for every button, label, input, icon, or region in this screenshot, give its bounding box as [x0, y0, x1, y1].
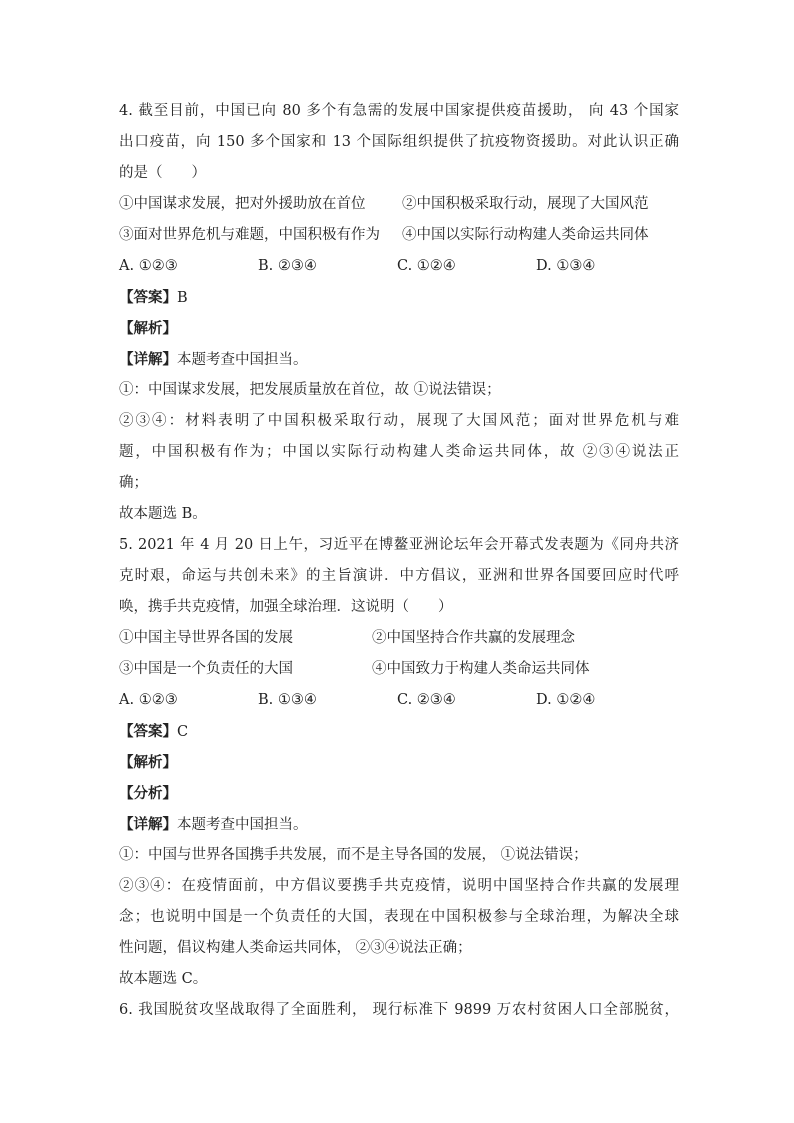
q4-body-line-1: ①：中国谋求发展，把发展质量放在首位，故 ①说法错误； — [119, 382, 501, 398]
q4-body-line-5: 故本题选 B。 — [119, 506, 207, 522]
q5-detail-text: 本题考查中国担当。 — [177, 817, 308, 833]
q4-body-line-2: ②③④：材料表明了中国积极采取行动，展现了大国风范；面对世界危机与难 — [119, 413, 679, 429]
q4-detail-text: 本题考查中国担当。 — [177, 352, 308, 368]
q4-option-a: A. ①②③ — [119, 258, 178, 274]
document-page — [119, 96, 679, 1026]
q5-stem-line-2: 克时艰，命运与共创未来》的主旨演讲．中方倡议，亚洲和世界各国要回应时代呼 — [119, 568, 679, 584]
q5-option-d: D. ①②④ — [536, 692, 596, 708]
q5-body-line-3: 念；也说明中国是一个负责任的大国，表现在中国积极参与全球治理，为解决全球 — [119, 909, 679, 925]
q4-stem-line-3: 的是（ ） — [119, 165, 206, 181]
q4-body-line-4: 确； — [119, 475, 148, 491]
q4-stem-line-2: 出口疫苗，向 150 多个国家和 13 个国际组织提供了抗疫物资援助。对此认识正确 — [119, 134, 679, 150]
q5-body-line-4: 性问题，倡议构建人类命运共同体， ②③④说法正确； — [119, 940, 472, 956]
q4-statements-row-1 — [119, 189, 679, 220]
q4-statement-4: ④中国以实际行动构建人类命运共同体 — [402, 227, 649, 243]
q4-option-d: D. ①③④ — [536, 258, 596, 274]
q5-detail-label: 【详解】 — [119, 816, 177, 833]
q4-option-c: C. ①②④ — [397, 258, 456, 274]
q5-options — [119, 685, 679, 716]
q4-statement-3: ③面对世界危机与难题，中国积极有作为 — [119, 227, 380, 243]
q4-answer-label: 【答案】 — [119, 289, 177, 306]
q5-statement-2: ②中国坚持合作共赢的发展理念 — [372, 630, 575, 646]
q4-answer — [119, 282, 679, 313]
q4-analysis-label: 【解析】 — [119, 320, 177, 337]
q5-statement-3: ③中国是一个负责任的大国 — [119, 661, 293, 677]
q5-statements-row-1 — [119, 623, 679, 654]
q5-stem-line-3: 唤，携手共克疫情，加强全球治理．这说明（ ） — [119, 599, 453, 615]
q5-analysis-label: 【解析】 — [119, 754, 177, 771]
q4-statement-1: ①中国谋求发展，把对外援助放在首位 — [119, 196, 366, 212]
q4-detail-label: 【详解】 — [119, 351, 177, 368]
q5-answer-value: C — [177, 724, 189, 740]
q5-fenxi-label: 【分析】 — [119, 785, 177, 802]
q4-statements-row-2 — [119, 220, 679, 251]
q5-statement-4: ④中国致力于构建人类命运共同体 — [372, 661, 590, 677]
q5-detail — [119, 809, 679, 840]
q6-stem-line-1: 6. 我国脱贫攻坚战取得了全面胜利， 现行标准下 9899 万农村贫困人口全部脱贫， — [119, 1002, 679, 1018]
q5-answer — [119, 716, 679, 747]
q4-body-line-3: 题，中国积极有作为；中国以实际行动构建人类命运共同体，故 ②③④说法正 — [119, 444, 679, 460]
q5-statements-row-2 — [119, 654, 679, 685]
q5-stem-line-1: 5. 2021 年 4 月 20 日上午，习近平在博鳌亚洲论坛年会开幕式发表题为《同舟共济 — [119, 537, 679, 553]
q4-options — [119, 251, 679, 282]
q4-detail — [119, 344, 679, 375]
q5-body-line-5: 故本题选 C。 — [119, 971, 208, 987]
q5-statement-1: ①中国主导世界各国的发展 — [119, 630, 293, 646]
q5-body-line-1: ①：中国与世界各国携手共发展，而不是主导各国的发展， ①说法错误； — [119, 847, 588, 863]
q5-option-a: A. ①②③ — [119, 692, 178, 708]
q4-stem-line-1: 4. 截至目前，中国已向 80 多个有急需的发展中国家提供疫苗援助， 向 43 个国家 — [119, 103, 679, 119]
q5-answer-label: 【答案】 — [119, 723, 177, 740]
q5-body-line-2: ②③④：在疫情面前，中方倡议要携手共克疫情，说明中国坚持合作共赢的发展理 — [119, 878, 679, 894]
q5-option-b: B. ①③④ — [258, 692, 317, 708]
q4-answer-value: B — [177, 290, 188, 306]
q4-statement-2: ②中国积极采取行动，展现了大国风范 — [402, 196, 649, 212]
q5-option-c: C. ②③④ — [397, 692, 456, 708]
q4-option-b: B. ②③④ — [258, 258, 317, 274]
